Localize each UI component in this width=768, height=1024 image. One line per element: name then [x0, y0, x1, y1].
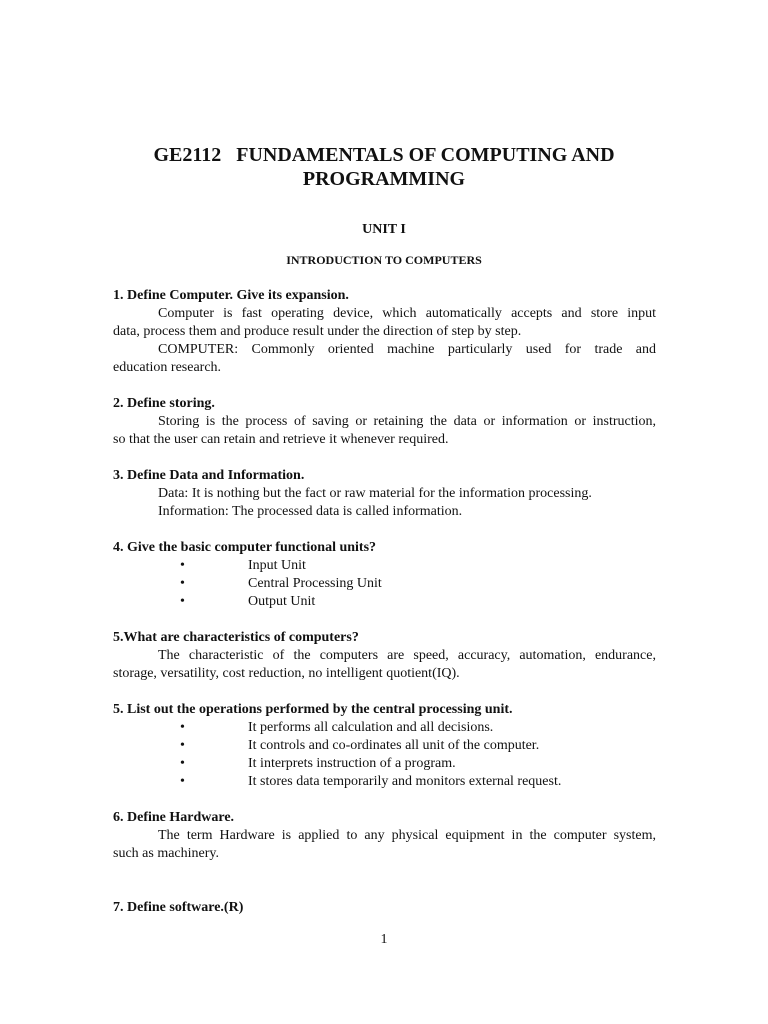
question-7 [113, 899, 656, 917]
question-heading: 5. List out the operations performed by the central processing unit. [113, 702, 513, 717]
list-item-text: Output Unit [248, 594, 316, 609]
question-5 [113, 629, 656, 683]
question-5-cpu-operations [113, 701, 656, 791]
list-item-text: It controls and co-ordinates all unit of the computer. [248, 738, 540, 753]
page-number: 1 [380, 932, 388, 947]
list-item-text: Input Unit [248, 558, 306, 573]
list-item [113, 737, 656, 755]
document-title [0, 143, 768, 191]
answer-paragraph [113, 827, 656, 863]
list-item-text: It stores data temporarily and monitors external request. [248, 774, 562, 789]
question-1 [113, 287, 656, 377]
bullet-list [113, 719, 656, 791]
answer-line: data, process them and produce result under the direction of step by step. [113, 324, 522, 339]
answer-line: so that the user can retain and retrieve it whenever required. [113, 432, 449, 447]
unit-heading: UNIT I [362, 222, 406, 237]
bullet-icon: • [180, 576, 185, 591]
question-3 [113, 467, 656, 521]
question-heading: 4. Give the basic computer functional units? [113, 540, 377, 555]
answer-line: The characteristic of the computers are speed, accuracy, automation, endurance, [158, 648, 656, 663]
question-heading: 3. Define Data and Information. [113, 468, 305, 483]
bullet-icon: • [180, 738, 185, 753]
bullet-icon: • [180, 720, 185, 735]
question-2 [113, 395, 656, 449]
bullet-icon: • [180, 594, 185, 609]
answer-line: Information: The processed data is called information. [158, 504, 463, 519]
document-title-line-1: GE2112 FUNDAMENTALS OF COMPUTING AND [153, 144, 615, 166]
list-item-text: Central Processing Unit [248, 576, 382, 591]
answer-paragraph [113, 647, 656, 683]
list-item [113, 557, 656, 575]
answer-line: such as machinery. [113, 846, 219, 861]
list-item [113, 719, 656, 737]
list-item [113, 773, 656, 791]
list-item [113, 575, 656, 593]
list-item-text: It performs all calculation and all decisions. [248, 720, 494, 735]
bullet-list [113, 557, 656, 611]
answer-paragraph [113, 485, 656, 521]
list-item-text: It interprets instruction of a program. [248, 756, 456, 771]
bullet-icon: • [180, 756, 185, 771]
answer-line: COMPUTER: Commonly oriented machine particularly used for trade and [158, 342, 656, 357]
document-body [113, 287, 656, 935]
question-6 [113, 809, 656, 863]
answer-line: The term Hardware is applied to any physical equipment in the computer system, [158, 828, 656, 843]
question-heading: 5.What are characteristics of computers? [113, 630, 359, 645]
answer-line: Data: It is nothing but the fact or raw material for the information processing. [158, 486, 592, 501]
answer-line: Computer is fast operating device, which automatically accepts and store input [158, 306, 656, 321]
question-heading: 6. Define Hardware. [113, 810, 235, 825]
answer-line: education research. [113, 360, 222, 375]
question-heading: 7. Define software.(R) [113, 900, 244, 915]
bullet-icon: • [180, 558, 185, 573]
list-item [113, 755, 656, 773]
list-item [113, 593, 656, 611]
document-title-line-2: PROGRAMMING [302, 168, 466, 190]
answer-line: Storing is the process of saving or retaining the data or information or instruction, [158, 414, 656, 429]
question-heading: 2. Define storing. [113, 396, 215, 411]
question-heading: 1. Define Computer. Give its expansion. [113, 288, 349, 303]
answer-line: storage, versatility, cost reduction, no intelligent quotient(IQ). [113, 666, 460, 681]
answer-paragraph [113, 305, 656, 377]
answer-paragraph [113, 413, 656, 449]
bullet-icon: • [180, 774, 185, 789]
question-4 [113, 539, 656, 611]
unit-subheading: INTRODUCTION TO COMPUTERS [286, 253, 482, 267]
